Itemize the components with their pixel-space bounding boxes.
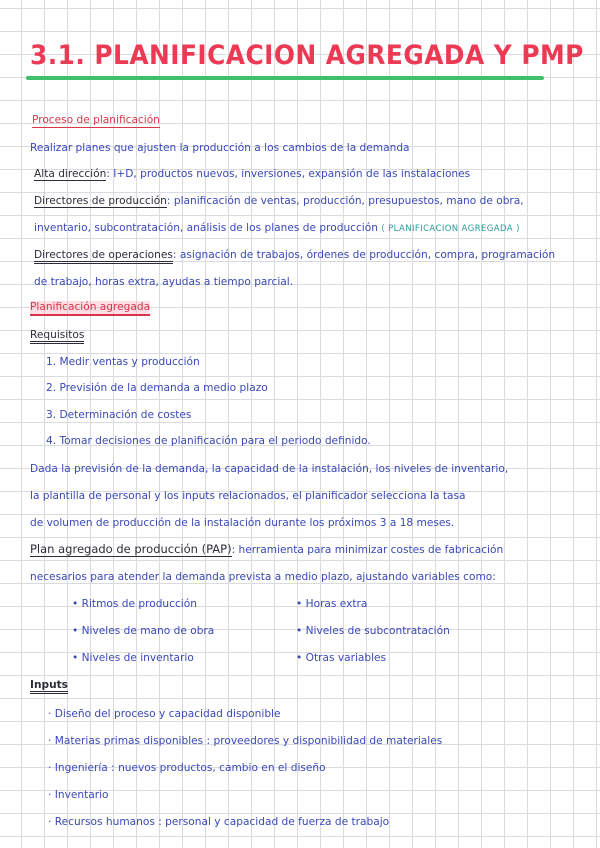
pap-text: : herramienta para minimizar costes de fabricación [231,544,504,556]
title-underline [26,76,544,80]
paragraph-line: Dada la previsión de la demanda, la capacidad de la instalación, los niveles de inventario, [30,463,509,475]
requisito-item: 3. Determinación de costes [46,409,192,421]
directores-produccion-line-2 [34,221,520,236]
intro-line: Realizar planes que ajusten la producción a los cambios de la demanda [30,142,410,154]
directores-produccion-label: Directores de producción [34,195,167,207]
paragraph-line: la plantilla de personal y los inputs relacionados, el planificador selecciona la tasa [30,490,466,502]
requisitos-line [30,328,84,342]
input-item: · Diseño del proceso y capacidad disponible [48,708,281,720]
page-title: 3.1. PLANIFICACION AGREGADA Y PMP [30,40,584,71]
planificacion-agregada-tag: ( PLANIFICACION AGREGADA ) [381,224,520,234]
inputs-label: Inputs [30,679,68,694]
directores-operaciones-label: Directores de operaciones [34,249,173,264]
input-item: · Recursos humanos : personal y capacidad de fuerza de trabajo [48,816,390,828]
requisito-item: 2. Previsión de la demanda a medio plazo [46,382,268,394]
directores-produccion-text-2: inventario, subcontratación, análisis de los planes de producción [34,222,378,234]
requisito-item: 1. Medir ventas y producción [46,356,200,368]
pap-label: Plan agregado de producción (PAP) [30,542,232,556]
variable-item: • Otras variables [296,652,387,664]
alta-direccion-text: : I+D, productos nuevos, inversiones, expansión de las instalaciones [106,168,471,180]
input-item: · Ingeniería : nuevos productos, cambio en el diseño [48,762,326,774]
section-heading-planificacion-agregada: Planificación agregada [30,301,150,316]
alta-direccion-label: Alta dirección [34,168,107,180]
requisito-item: 4. Tomar decisiones de planificación para el periodo definido. [46,435,371,447]
variable-item: • Niveles de inventario [72,652,194,664]
directores-produccion-line [34,194,524,208]
paragraph-line: de volumen de producción de la instalación durante los próximos 3 a 18 meses. [30,517,455,529]
variable-item: • Niveles de mano de obra [72,625,215,637]
section-heading-proceso: Proceso de planificación [32,114,160,126]
input-item: · Inventario [48,789,109,801]
pap-line-2: necesarios para atender la demanda prevista a medio plazo, ajustando variables como: [30,571,496,583]
variable-item: • Horas extra [296,598,368,610]
input-item: · Materias primas disponibles : proveedores y disponibilidad de materiales [48,735,443,747]
directores-produccion-text: : planificación de ventas, producción, presupuestos, mano de obra, [166,195,524,207]
directores-operaciones-text: : asignación de trabajos, órdenes de producción, compra, programación [172,249,556,261]
inputs-line [30,678,68,692]
variable-item: • Ritmos de producción [72,598,197,610]
requisitos-label: Requisitos [30,329,84,344]
alta-direccion-line [34,167,470,181]
directores-operaciones-line [34,248,555,262]
directores-operaciones-line-2: de trabajo, horas extra, ayudas a tiempo parcial. [34,276,294,288]
variable-item: • Niveles de subcontratación [296,625,450,637]
pap-line [30,542,503,557]
